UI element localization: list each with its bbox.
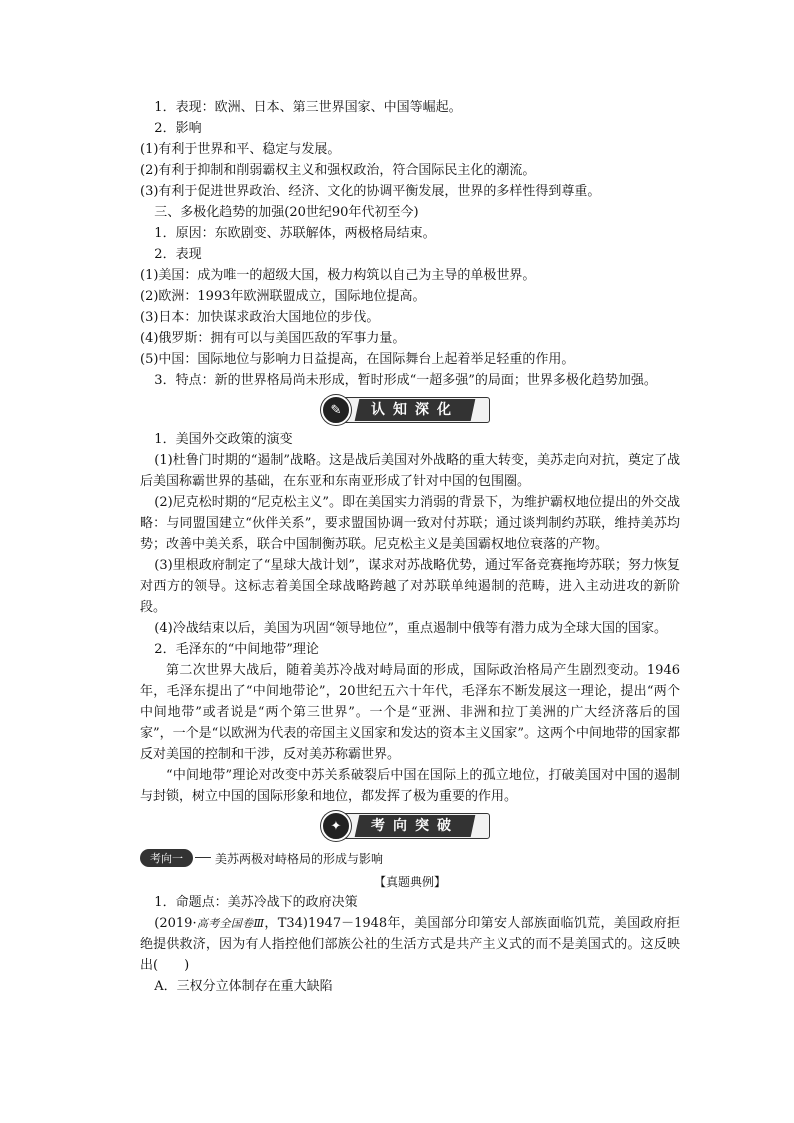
banner-title: 认知深化 (355, 399, 476, 421)
banner-breakthrough (140, 813, 680, 839)
banner-cognition (140, 397, 680, 423)
exam-source: 高考全国卷Ⅲ (196, 917, 265, 930)
deep-heading: 2．毛泽东的“中间地带”理论 (154, 642, 319, 657)
banner-box (330, 397, 490, 423)
section-heading: 三、多极化趋势的加强(20世纪90年代初至今) (154, 205, 419, 220)
intro-line: 3．特点：新的世界格局尚未形成，暂时形成“一超多强”的局面；世界多极化趋势加强。 (154, 373, 657, 388)
deep-paragraph: (2)尼克松时期的“尼克松主义”。即在美国实力消弱的背景下，为维护霸权地位提出的外交战略：与同盟国建立“伙伴关系”，要求盟国协调一致对付苏联；通过谈判制约苏联，维持美苏均势；改善中美关系，联合中国制衡苏联。尼克松主义是美国霸权地位衰落的产物。 (140, 495, 681, 552)
direction-title: 美苏两极对峙格局的形成与影响 (215, 851, 384, 866)
intro-line: 1．表现：欧洲、日本、第三世界国家、中国等崛起。 (154, 100, 462, 115)
content-column (140, 97, 680, 997)
question-heading: 1．命题点：美苏冷战下的政府决策 (154, 895, 358, 910)
intro-line: (2)有利于抑制和削弱霸权主义和强权政治，符合国际民主化的潮流。 (140, 163, 536, 178)
banner-box (330, 813, 490, 839)
direction-header (140, 849, 680, 867)
direction-tag: 考向一 (140, 849, 193, 867)
deep-paragraph: (4)冷战结束以后，美国为巩固“领导地位”，重点遏制中俄等有潜力成为全球大国的国家。 (154, 621, 668, 636)
intro-line: (3)日本：加快谋求政治大国地位的步伐。 (140, 310, 380, 325)
intro-line: (1)美国：成为唯一的超级大国，极力构筑以自己为主导的单极世界。 (140, 268, 536, 283)
intro-line: (2)欧洲：1993年欧洲联盟成立，国际地位提高。 (140, 289, 426, 304)
deep-heading: 1．美国外交政策的演变 (154, 432, 293, 447)
option-a: A．三权分立体制存在重大缺陷 (154, 979, 333, 994)
question-body: (2019·高考全国卷Ⅲ，T34)1947－1948年，美国部分印第安人部族面临饥荒，美国政府拒绝提供救济，因为有人指控他们部族公社的生活方式是共产主义式的而不是美国式的。这反映出( ) (140, 916, 681, 973)
intro-line: (3)有利于促进世界政治、经济、文化的协调平衡发展，世界的多样性得到尊重。 (140, 184, 601, 199)
section-label: 【真题典例】 (373, 875, 446, 889)
pencil-icon: ✎ (321, 395, 351, 425)
banner-title: 考向突破 (355, 815, 476, 837)
deep-paragraph: “中间地带”理论对改变中苏关系破裂后中国在国际上的孤立地位，打破美国对中国的遏制与封锁，树立中国的国际形象和地位，都发挥了极为重要的作用。 (140, 768, 680, 804)
deep-paragraph: (1)杜鲁门时期的“遏制”战略。这是战后美国对外战略的重大转变，美苏走向对抗，奠定了战后美国称霸世界的基础，在东亚和东南亚形成了针对中国的包围圈。 (140, 453, 681, 489)
intro-line: (1)有利于世界和平、稳定与发展。 (140, 142, 341, 157)
deep-paragraph: 第二次世界大战后，随着美苏冷战对峙局面的形成，国际政治格局产生剧烈变动。1946年，毛泽东提出了“中间地带论”，20世纪五六十年代，毛泽东不断发展这一理论，提出“两个中间地带”或者说是“两个第三世界”。一个是“亚洲、非洲和拉丁美洲的广大经济落后的国家”，一个是“以欧洲为代表的帝国主义国家和发达的资本主义国家”。这两个中间地带的国家都反对美国的控制和干涉，反对美苏称霸世界。 (140, 663, 680, 762)
intro-line: 2．表现 (154, 247, 202, 262)
intro-line: (5)中国：国际地位与影响力日益提高，在国际舞台上起着举足轻重的作用。 (140, 352, 575, 367)
intro-line: 2．影响 (154, 121, 202, 136)
intro-line: (4)俄罗斯：拥有可以与美国匹敌的军事力量。 (140, 331, 406, 346)
deep-paragraph: (3)里根政府制定了“星球大战计划”，谋求对苏战略优势，通过军备竞赛拖垮苏联；努力恢复对西方的领导。这标志着美国全球战略跨越了对苏联单纯遏制的范畴，进入主动进攻的新阶段。 (140, 558, 681, 615)
intro-line: 1．原因：东欧剧变、苏联解体，两极格局结束。 (154, 226, 436, 241)
lightbulb-icon: ✦ (321, 811, 351, 841)
